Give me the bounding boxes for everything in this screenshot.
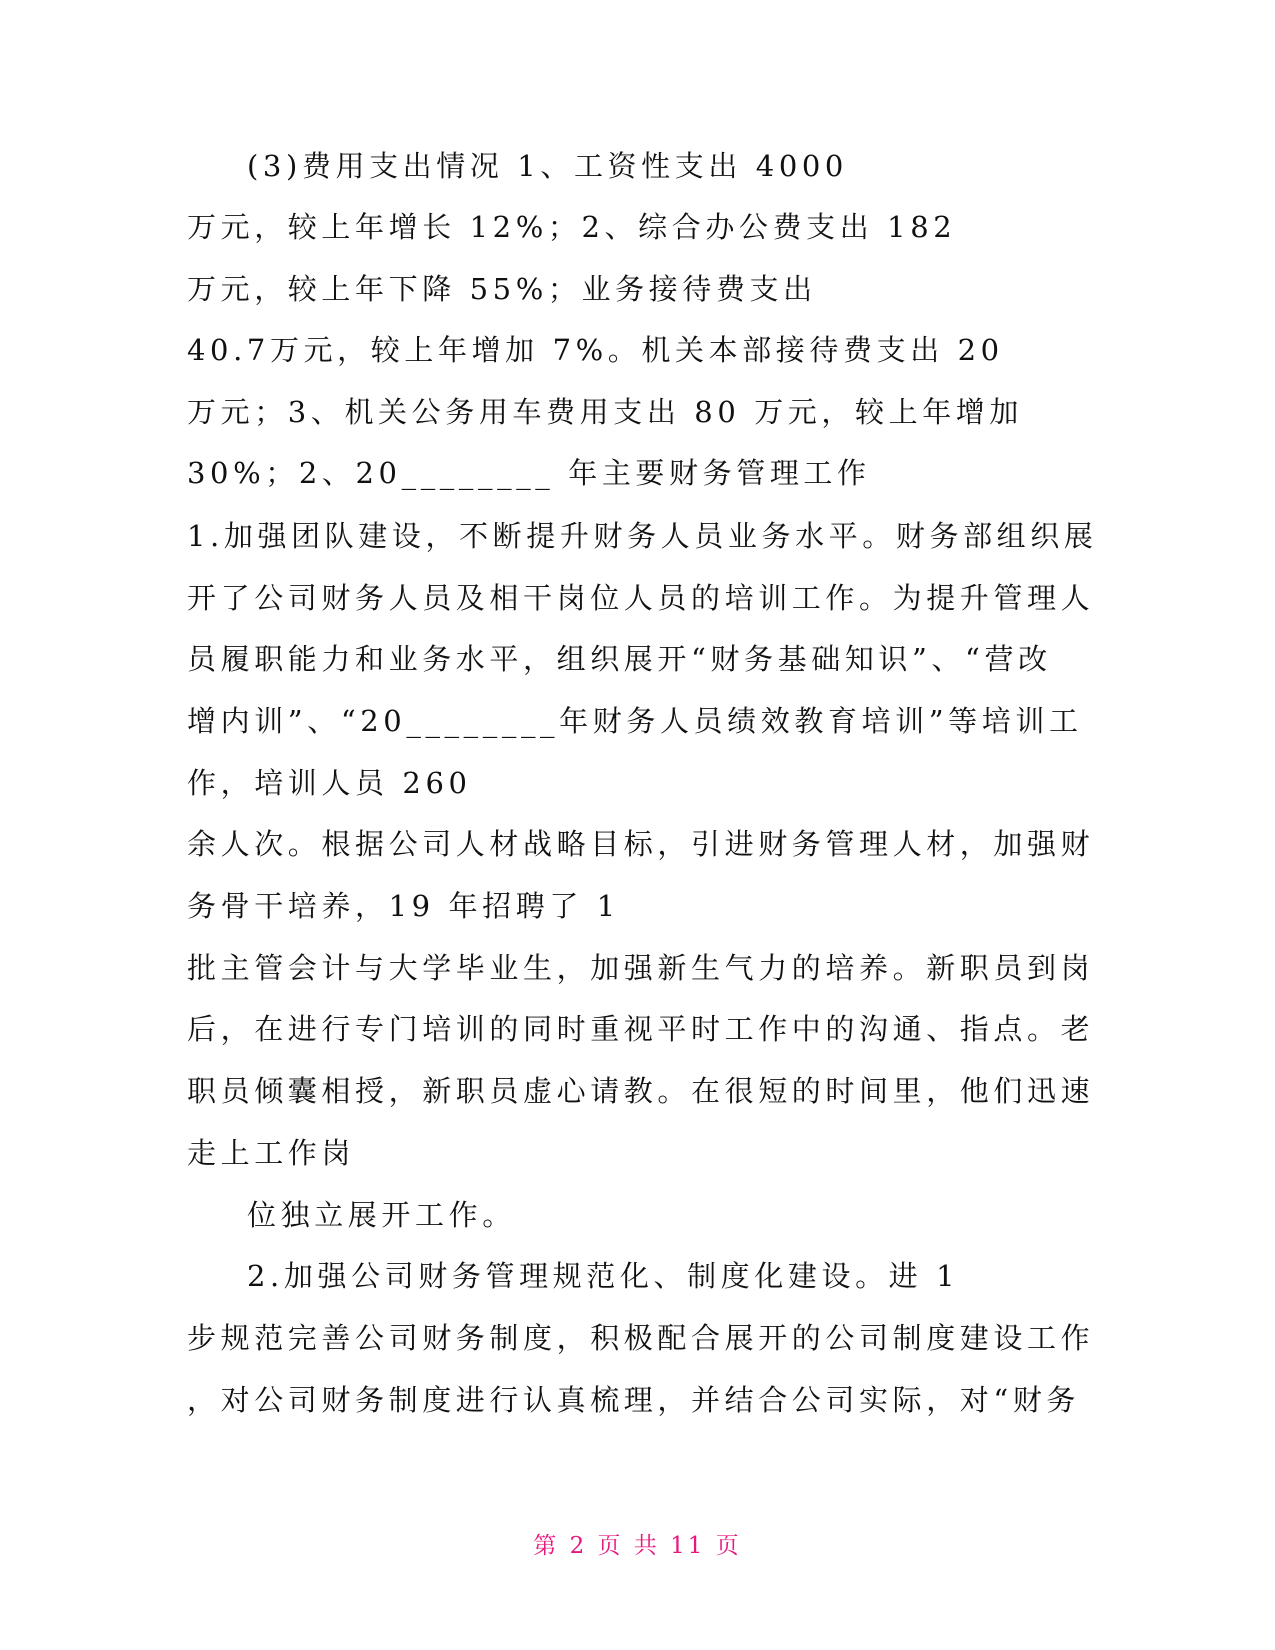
text-line: 作，培训人员 260: [187, 766, 472, 800]
text-line: 万元，较上年下降 55%；业务接待费支出: [187, 272, 817, 306]
text-line: 1.加强团队建设，不断提升财务人员业务水平。财务部组织展: [187, 519, 1098, 553]
text-line: 职员倾囊相授，新职员虚心请教。在很短的时间里，他们迅速: [187, 1074, 1095, 1108]
text-line: ，对公司财务制度进行认真梳理，并结合公司实际，对“财务: [187, 1383, 1081, 1417]
text-line: 后，在进行专门培训的同时重视平时工作中的沟通、指点。老: [187, 1012, 1095, 1046]
text-line: 员履职能力和业务水平，组织展开“财务基础知识”、“营改: [187, 642, 1052, 676]
text-line: 30%；2、20________ 年主要财务管理工作: [187, 456, 871, 490]
text-line: 余人次。根据公司人材战略目标，引进财务管理人材，加强财: [187, 827, 1095, 861]
text-line: 走上工作岗: [187, 1136, 356, 1170]
text-line: 位独立展开工作。: [247, 1198, 516, 1232]
text-line: 批主管会计与大学毕业生，加强新生气力的培养。新职员到岗: [187, 951, 1095, 985]
text-line: 万元；3、机关公务用车费用支出 80 万元，较上年增加: [187, 395, 1023, 429]
text-line: 步规范完善公司财务制度，积极配合展开的公司制度建设工作: [187, 1321, 1095, 1355]
text-line: 2.加强公司财务管理规范化、制度化建设。进 1: [247, 1259, 960, 1293]
text-line: (3)费用支出情况 1、工资性支出 4000: [247, 149, 848, 183]
page-number-footer: 第 2 页 共 11 页: [533, 1533, 742, 1559]
text-line: 万元，较上年增长 12%；2、综合办公费支出 182: [187, 210, 957, 244]
text-line: 开了公司财务人员及相干岗位人员的培训工作。为提升管理人: [187, 581, 1095, 615]
text-line: 务骨干培养，19 年招聘了 1: [187, 889, 620, 923]
text-line: 40.7万元，较上年增加 7%。机关本部接待费支出 20: [187, 333, 1004, 367]
text-line: 增内训”、“20________年财务人员绩效教育培训”等培训工: [187, 704, 1083, 738]
